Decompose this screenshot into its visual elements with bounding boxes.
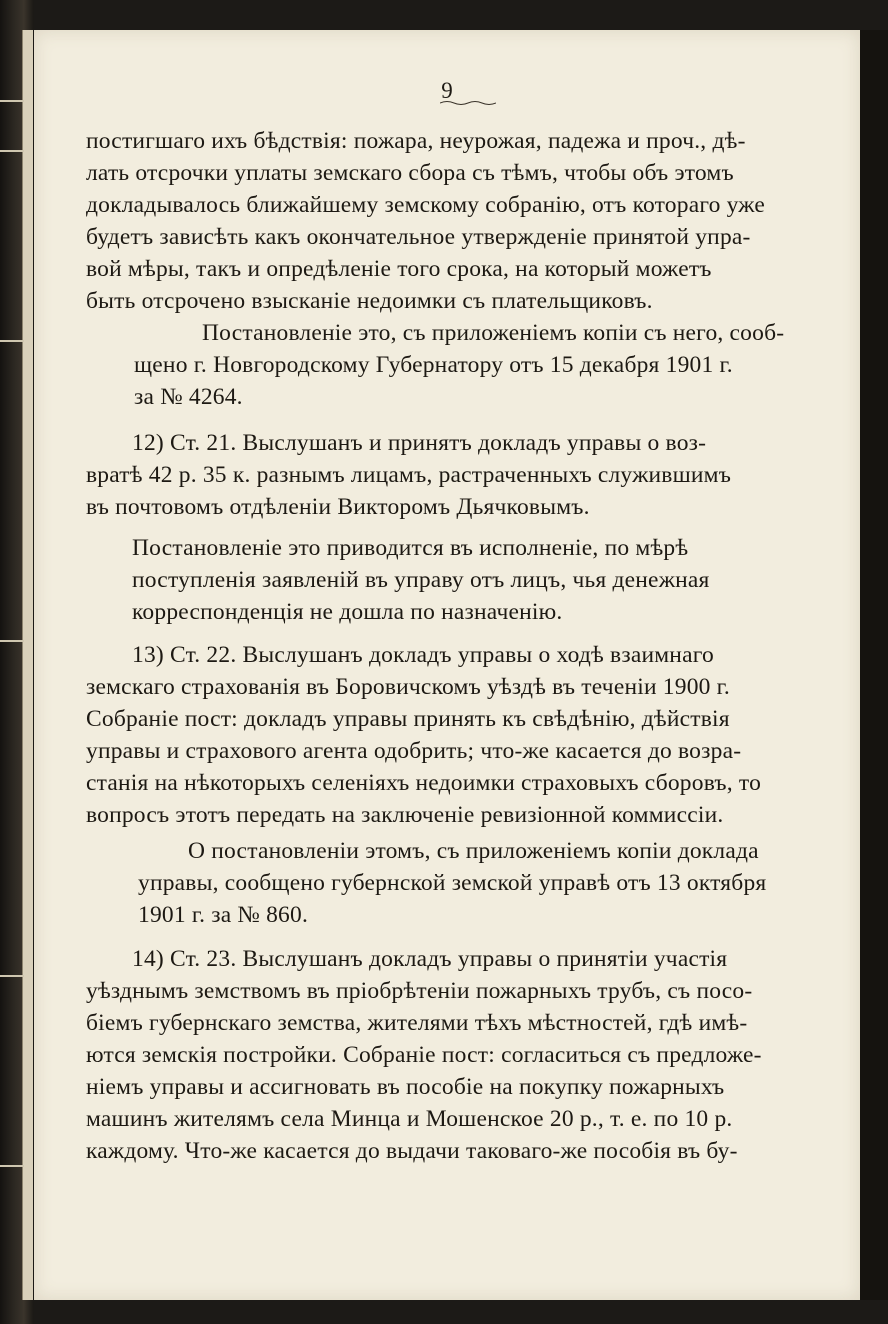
page-right-shadow <box>860 30 888 1300</box>
binding-mark <box>0 150 24 152</box>
text-line: будетъ зависѣть какъ окончательное утвержденіе принятой упра- <box>86 224 751 250</box>
text-line: вопросъ этотъ передать на заключеніе ревизіонной коммиссіи. <box>86 802 724 828</box>
text-line: каждому. Что-же касается до выдачи таковаго-же пособія въ бу- <box>86 1138 738 1164</box>
text-line: управы и страхового агента одобрить; что-же касается до возра- <box>86 738 742 764</box>
text-line: біемъ губернскаго земства, жителями тѣхъ мѣстностей, гдѣ имѣ- <box>86 1010 748 1036</box>
text-line: щено г. Новгородскому Губернатору отъ 15 декабря 1901 г. <box>134 352 733 378</box>
page-number-ornament-icon <box>440 100 496 105</box>
text-line: Постановленіе это, съ приложеніемъ копіи съ него, сооб- <box>202 320 785 346</box>
binding-mark <box>0 100 24 102</box>
text-line: вой мѣры, такъ и опредѣленіе того срока, на который можетъ <box>86 256 712 282</box>
text-line: О постановленіи этомъ, съ приложеніемъ копіи доклада <box>188 838 759 864</box>
text-line: лать отсрочки уплаты земскаго сбора съ тѣмъ, чтобы объ этомъ <box>86 160 734 186</box>
text-line: станія на нѣкоторыхъ селеніяхъ недоимки страховыхъ сборовъ, то <box>86 770 762 796</box>
binding-mark <box>0 975 24 977</box>
text-line: машинъ жителямъ села Минца и Мошенское 20 р., т. е. по 10 р. <box>86 1106 733 1132</box>
text-line: 13) Ст. 22. Выслушанъ докладъ управы о ходѣ взаимнаго <box>132 642 714 668</box>
text-line: ются земскія постройки. Собраніе пост: согласиться съ предложе- <box>86 1042 762 1068</box>
text-line: корреспонденція не дошла по назначенію. <box>132 599 563 625</box>
text-line: Постановленіе это приводится въ исполненіе, по мѣрѣ <box>132 535 689 561</box>
adjacent-page-edge <box>22 30 33 1300</box>
text-line: ніемъ управы и ассигновать въ пособіе на покупку пожарныхъ <box>86 1074 725 1100</box>
text-line: 12) Ст. 21. Выслушанъ и принятъ докладъ управы о воз- <box>132 430 707 456</box>
text-line: 14) Ст. 23. Выслушанъ докладъ управы о принятіи участія <box>132 946 728 972</box>
text-line: въ почтовомъ отдѣленіи Викторомъ Дьячковымъ. <box>86 494 590 520</box>
text-line: быть отсрочено взысканіе недоимки съ плательщиковъ. <box>86 288 653 314</box>
text-line: уѣзднымъ земствомъ въ пріобрѣтеніи пожарныхъ трубъ, съ посо- <box>86 978 753 1004</box>
binding-mark <box>0 640 24 642</box>
text-line: постигшаго ихъ бѣдствія: пожара, неурожая, падежа и проч., дѣ- <box>86 128 746 154</box>
text-line: поступленія заявленій въ управу отъ лицъ, чья денежная <box>132 567 710 593</box>
page-number: 9 <box>441 78 453 103</box>
text-line: управы, сообщено губернской земской управѣ отъ 13 октября <box>138 870 767 896</box>
text-line: вратѣ 42 р. 35 к. разнымъ лицамъ, растраченныхъ служившимъ <box>86 462 732 488</box>
text-line: 1901 г. за № 860. <box>138 902 309 928</box>
text-line: докладывалось ближайшему земскому собранію, отъ котораго уже <box>86 192 766 218</box>
binding-mark <box>0 340 24 342</box>
text-line: Собраніе пост: докладъ управы принять къ свѣдѣнію, дѣйствія <box>86 706 730 732</box>
text-line: за № 4264. <box>134 384 243 410</box>
document-page <box>34 30 860 1300</box>
binding-mark <box>0 1165 24 1167</box>
text-line: земскаго страхованія въ Боровичскомъ уѣздѣ въ теченіи 1900 г. <box>86 674 730 700</box>
book-binding <box>0 0 34 1324</box>
